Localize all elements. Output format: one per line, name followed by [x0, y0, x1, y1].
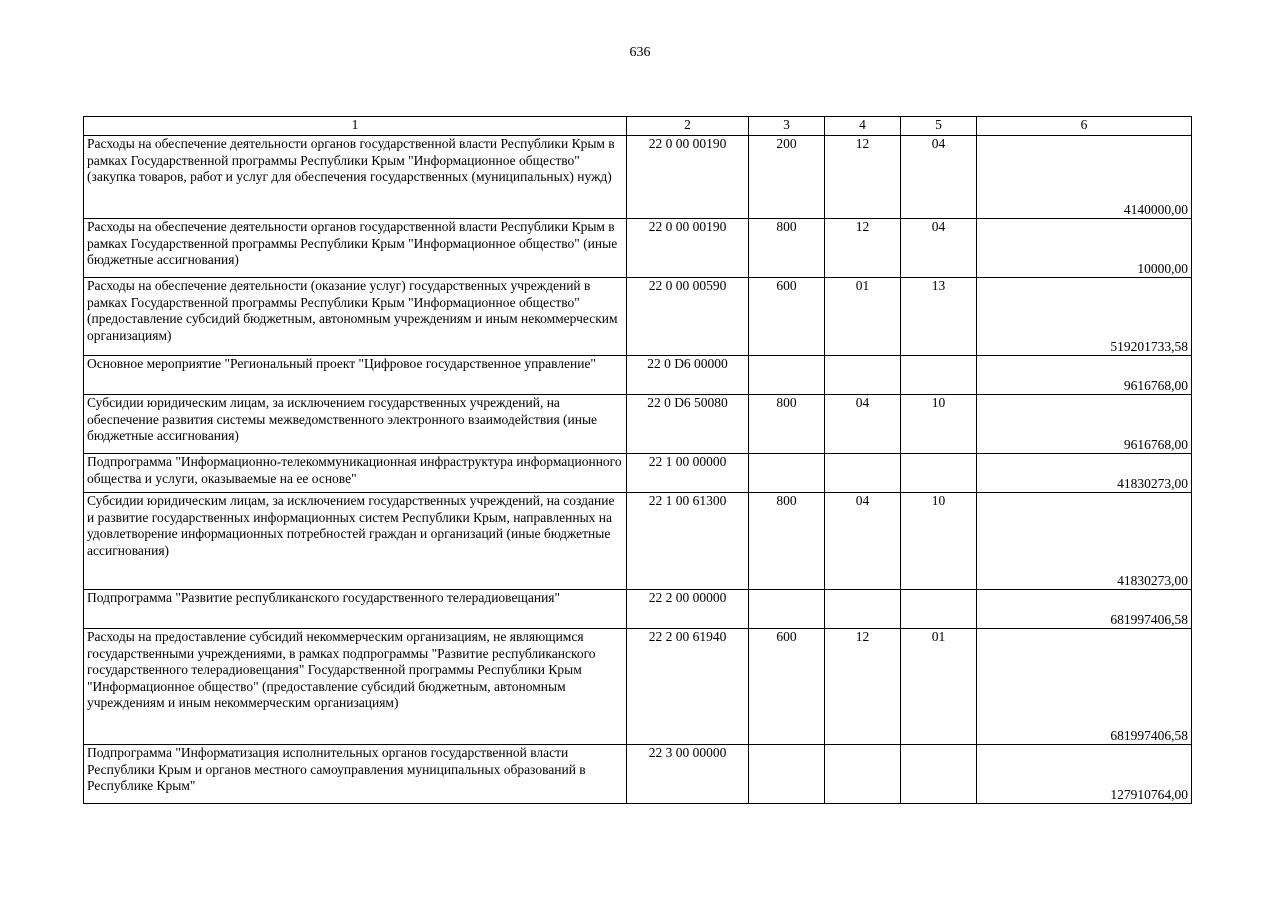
expense-type-cell: [749, 454, 825, 493]
expense-type-cell: [749, 590, 825, 629]
amount-cell: 41830273,00: [977, 493, 1192, 590]
table-row: [84, 629, 1192, 745]
amount-cell: 41830273,00: [977, 454, 1192, 493]
expense-type-cell: [749, 745, 825, 804]
subsection-cell: 10: [901, 395, 977, 454]
target-article-cell: 22 0 00 00190: [627, 136, 749, 219]
table-row: [84, 745, 1192, 804]
expense-type-cell: 800: [749, 219, 825, 278]
target-article-cell: 22 0 00 00190: [627, 219, 749, 278]
expense-name-cell: Подпрограмма "Информатизация исполнительных органов государственной власти Республики Крым и органов местного самоуправления муниципальных образований в Республике Крым": [84, 745, 627, 804]
section-cell: [825, 454, 901, 493]
section-cell: [825, 745, 901, 804]
page-number: 636: [629, 45, 651, 60]
target-article-cell: 22 1 00 00000: [627, 454, 749, 493]
expense-name-cell: Субсидии юридическим лицам, за исключением государственных учреждений, на создание и развитие государственных информационных систем Республики Крым, направленных на удовлетворение информационных потребностей граждан и организаций (иные бюджетные ассигнования): [84, 493, 627, 590]
subsection-cell: 04: [901, 136, 977, 219]
column-header: 6: [977, 117, 1192, 136]
expense-name-cell: Расходы на обеспечение деятельности (оказание услуг) государственных учреждений в рамках Государственной программы Республики Крым "Информационное общество" (предоставление субсидий бюджетным, автономным учреждениям и иным некоммерческим организациям): [84, 278, 627, 356]
table-row: [84, 136, 1192, 219]
target-article-cell: 22 2 00 00000: [627, 590, 749, 629]
section-cell: [825, 356, 901, 395]
table-row: [84, 395, 1192, 454]
section-cell: [825, 590, 901, 629]
amount-cell: 681997406,58: [977, 629, 1192, 745]
amount-cell: 9616768,00: [977, 395, 1192, 454]
expense-type-cell: [749, 356, 825, 395]
expense-type-cell: 800: [749, 493, 825, 590]
subsection-cell: [901, 356, 977, 395]
expense-name-cell: Основное мероприятие "Региональный проект "Цифровое государственное управление": [84, 356, 627, 395]
subsection-cell: [901, 745, 977, 804]
table-row: [84, 219, 1192, 278]
section-cell: 12: [825, 136, 901, 219]
column-header: 1: [84, 117, 627, 136]
table-row: [84, 493, 1192, 590]
expense-name-cell: Подпрограмма "Развитие республиканского государственного телерадиовещания": [84, 590, 627, 629]
target-article-cell: 22 2 00 61940: [627, 629, 749, 745]
amount-cell: 519201733,58: [977, 278, 1192, 356]
target-article-cell: 22 0 D6 50080: [627, 395, 749, 454]
table-row: [84, 590, 1192, 629]
subsection-cell: [901, 454, 977, 493]
budget-table: [83, 116, 1192, 804]
expense-name-cell: Расходы на обеспечение деятельности органов государственной власти Республики Крым в рамках Государственной программы Республики Крым "Информационное общество" (иные бюджетные ассигнования): [84, 219, 627, 278]
amount-cell: 127910764,00: [977, 745, 1192, 804]
table-row: [84, 356, 1192, 395]
expense-name-cell: Расходы на предоставление субсидий некоммерческим организациям, не являющимся государственными учреждениями, в рамках подпрограммы "Развитие республиканского государственного телерадиовещания" Государственной программы Республики Крым "Информационное общество" (предоставление субсидий бюджетным, автономным учреждениям и иным некоммерческим организациям): [84, 629, 627, 745]
section-cell: 12: [825, 219, 901, 278]
expense-type-cell: 600: [749, 278, 825, 356]
expense-name-cell: Подпрограмма "Информационно-телекоммуникационная инфраструктура информационного общества и услуги, оказываемые на ее основе": [84, 454, 627, 493]
column-header: 4: [825, 117, 901, 136]
target-article-cell: 22 1 00 61300: [627, 493, 749, 590]
subsection-cell: 01: [901, 629, 977, 745]
section-cell: 04: [825, 493, 901, 590]
amount-cell: 9616768,00: [977, 356, 1192, 395]
subsection-cell: [901, 590, 977, 629]
section-cell: 04: [825, 395, 901, 454]
amount-cell: 681997406,58: [977, 590, 1192, 629]
column-header: 2: [627, 117, 749, 136]
amount-cell: 10000,00: [977, 219, 1192, 278]
expense-type-cell: 800: [749, 395, 825, 454]
target-article-cell: 22 0 00 00590: [627, 278, 749, 356]
amount-cell: 4140000,00: [977, 136, 1192, 219]
target-article-cell: 22 0 D6 00000: [627, 356, 749, 395]
subsection-cell: 10: [901, 493, 977, 590]
table-row: [84, 278, 1192, 356]
expense-type-cell: 200: [749, 136, 825, 219]
subsection-cell: 13: [901, 278, 977, 356]
expense-name-cell: Субсидии юридическим лицам, за исключением государственных учреждений, на обеспечение развития системы межведомственного электронного взаимодействия (иные бюджетные ассигнования): [84, 395, 627, 454]
target-article-cell: 22 3 00 00000: [627, 745, 749, 804]
column-header: 3: [749, 117, 825, 136]
header-row: [84, 117, 1192, 136]
table-row: [84, 454, 1192, 493]
section-cell: 01: [825, 278, 901, 356]
subsection-cell: 04: [901, 219, 977, 278]
expense-name-cell: Расходы на обеспечение деятельности органов государственной власти Республики Крым в рамках Государственной программы Республики Крым "Информационное общество" (закупка товаров, работ и услуг для обеспечения государственных (муниципальных) нужд): [84, 136, 627, 219]
section-cell: 12: [825, 629, 901, 745]
column-header: 5: [901, 117, 977, 136]
expense-type-cell: 600: [749, 629, 825, 745]
